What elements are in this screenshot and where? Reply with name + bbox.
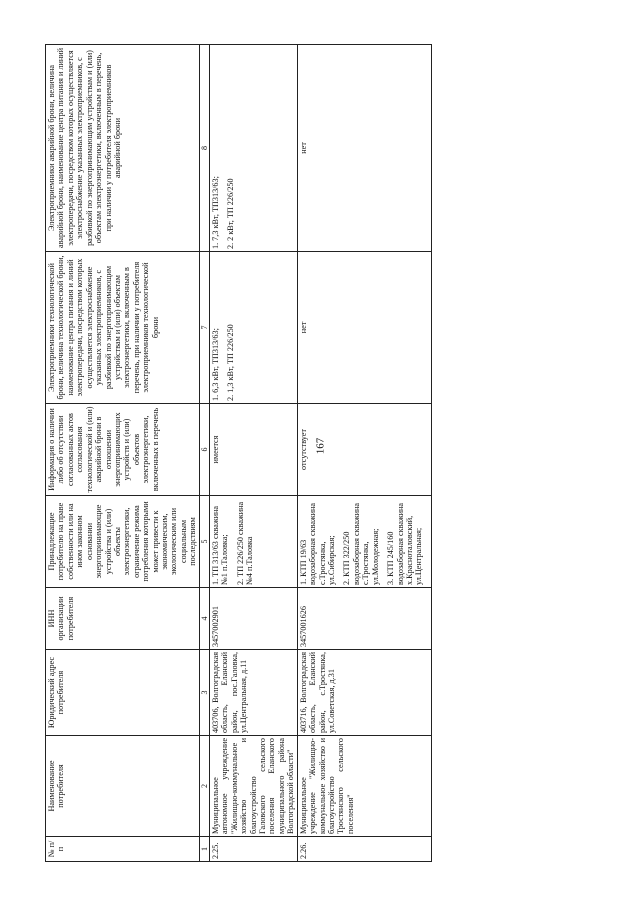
- table-row: [297, 45, 431, 862]
- approval-info: отсутствует: [297, 404, 431, 496]
- rotated-table-container: [45, 45, 595, 862]
- emergency-reserve: нет: [297, 45, 431, 252]
- col-number: 4: [199, 588, 209, 650]
- emergency-reserve-item: 1. 7,3 кВт, ТП313/63;: [210, 176, 220, 249]
- header-col-4: ИНН организации потребителя: [46, 588, 200, 650]
- header-col-7: Электроприемники технологической брони, величина технологической брони, наименование центра питания и линий электропередачи, посредством которых осуществляется электроснабжение указанных электроприемников, с разбивкой по энергопринимающим устройствам и (или) объектам электроэнергетики, включенным в перечень, при наличии у потребителя электроприемников технологической брони: [46, 252, 200, 404]
- tech-reserve-cell: [209, 252, 297, 404]
- legal-address: 403706, Волгоградская область, Еланский район, пос.Галовка, ул.Центральная, д.11: [209, 650, 297, 736]
- legal-address: 403716, Волгоградская область, Еланский район, с.Тростянка, ул.Советская, д.31: [297, 650, 431, 736]
- header-col-5: Принадлежащие потребителю на праве собственности или на ином законном основании энергопринимающие устройства и (или) объекты электроэнергетики, ограничение режима потребления которыми может привести к экономическим, экологическим или социальным последствиям: [46, 496, 200, 588]
- tech-reserve: нет: [297, 252, 431, 404]
- tech-reserve-item: 1. 6,3 кВт, ТП313/63;: [210, 328, 220, 401]
- consumer-name: Муниципальное учреждение "Жилищно-коммунальное хозяйство и благоустройство Тростянского сельского поселения": [297, 736, 431, 837]
- header-col-2: Наименование потребителя: [46, 736, 200, 837]
- column-number-row: [199, 45, 209, 862]
- header-col-1: № п/п: [46, 837, 200, 862]
- belonging-item: 2. КТП 322/250 водозаборная скважина с.Тростянка, ул.Молодежная;: [342, 502, 380, 585]
- inn: 3457002901: [209, 588, 297, 650]
- header-col-3: Юридический адрес потребителя: [46, 650, 200, 736]
- belonging-item: 1. ТП 313/63 скважина №1 п.Таловка;: [210, 506, 230, 585]
- header-col-6: Информация о наличии либо об отсутствии согласованных актов согласования технологической и (или) аварийной брони в отношении энергопринимающих устройств и (или) объектов электроэнергетики, включенных в перечень: [46, 404, 200, 496]
- belonging-item: 2. ТП 226/250 скважина №4 п.Таловка: [235, 501, 255, 585]
- header-col-8: Электроприемники аварийной брони, величина аварийной брони, наименование центра питания и линий электропередачи, посредством которых осуществляется электроснабжение указанных электроприемников, с разбивкой по энергопринимающим устройствам и (или) объектам электроэнергетики, включенным в перечень, при наличии у потребителя электроприемников аварийной брони: [46, 45, 200, 252]
- col-number: 2: [199, 736, 209, 837]
- col-number: 7: [199, 252, 209, 404]
- row-number: 2.26.: [297, 837, 431, 862]
- row-number: 2.25.: [209, 837, 297, 862]
- approval-info: имеется: [209, 404, 297, 496]
- col-number: 1: [199, 837, 209, 862]
- emergency-reserve-item: 2. 2 кВт, ТП 226/250: [226, 178, 236, 249]
- consumers-table: [45, 44, 432, 862]
- consumer-name: Муниципальное автономное учреждение "Жилищно-коммунальное хозяйство и благоустройство Галовского сельского поселения Еланского муниципального района Волгоградской области": [209, 736, 297, 837]
- col-number: 6: [199, 404, 209, 496]
- belonging-item: 1. КТП 19/63 водозаборная скважина с.Тростянка, ул.Сибирская;: [298, 502, 336, 585]
- page-number: 167: [314, 437, 327, 455]
- col-number: 8: [199, 45, 209, 252]
- col-number: 5: [199, 496, 209, 588]
- belonging-cell: [209, 496, 297, 588]
- col-number: 3: [199, 650, 209, 736]
- inn: 3457001626: [297, 588, 431, 650]
- belonging-item: 3. КТП 245/160 водозаборная скважина х.Красноталовский, ул.Центральная;: [386, 502, 424, 585]
- emergency-reserve-cell: [209, 45, 297, 252]
- table-row: [209, 45, 297, 862]
- tech-reserve-item: 2. 1,3 кВт, ТП 226/250: [226, 324, 236, 401]
- belonging-cell: [297, 496, 431, 588]
- header-row: [46, 45, 200, 862]
